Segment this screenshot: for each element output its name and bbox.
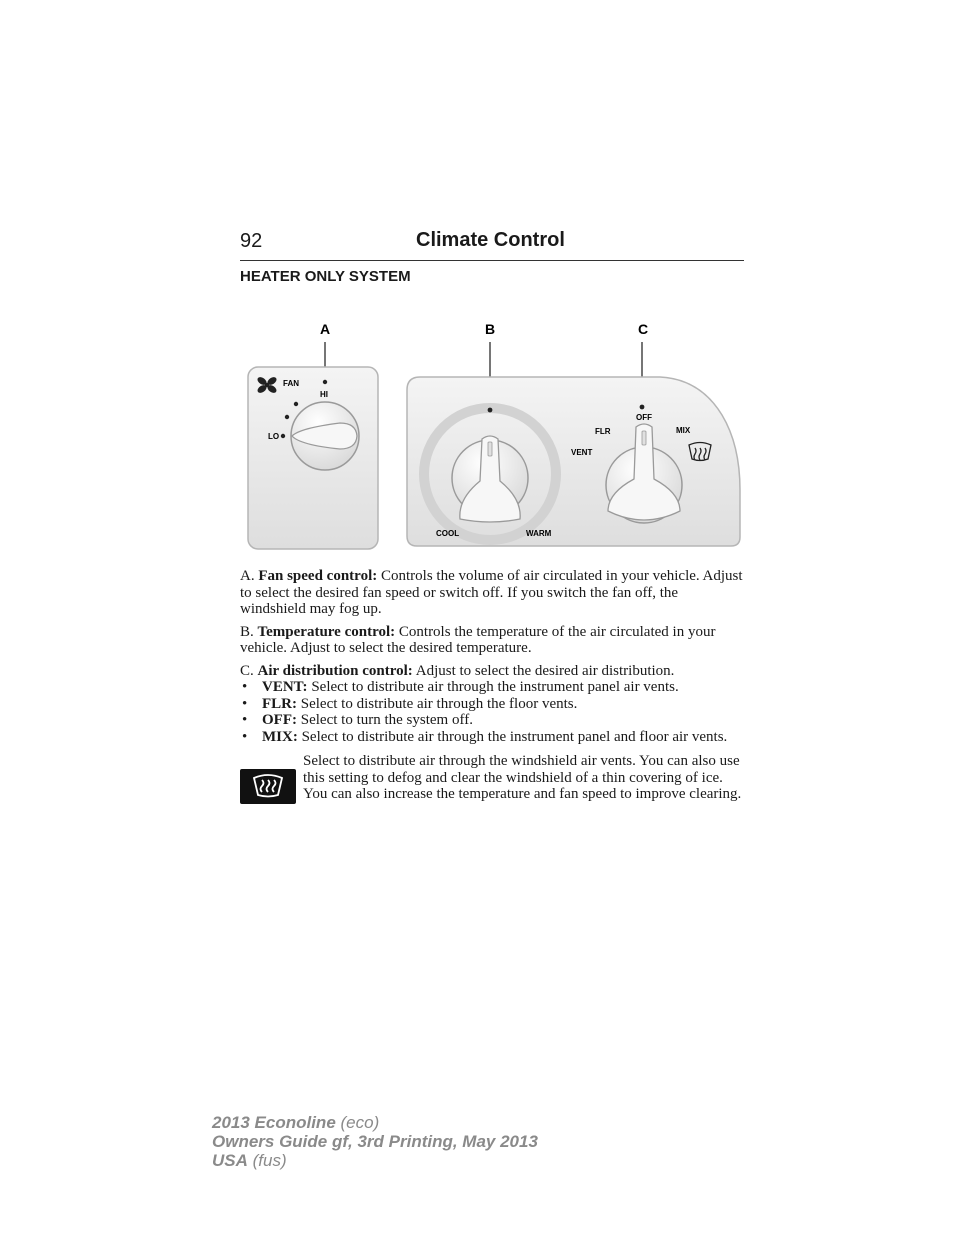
dist-vent-label: VENT [571, 448, 593, 457]
fan-dot-hi [323, 380, 327, 384]
dist-dot-off [640, 405, 645, 410]
temp-cool-label: COOL [436, 529, 460, 538]
defrost-note-text: Select to distribute air through the windshield air vents. You can also use this setting to defog and clear the windshield of a thin covering of ice. You can also increase the temperature and fan speed to improve clearing. [303, 753, 742, 802]
fan-label: FAN [283, 379, 299, 388]
footer-line-1: 2013 Econoline (eco) [212, 1113, 380, 1132]
page-footer [212, 1113, 538, 1170]
fan-lo-label: LO [268, 432, 280, 441]
temp-knob-notch [488, 442, 492, 456]
distribution-list [240, 679, 746, 745]
fan-dot-3 [285, 415, 289, 419]
list-item: • OFF: Select to turn the system off. [240, 712, 746, 729]
item-temperature: B. Temperature control: Controls the temperature of the air circulated in your vehicle. Adjust to select the desired temperature. [240, 623, 716, 656]
fan-hi-label: HI [320, 390, 328, 399]
page-number: 92 [240, 230, 263, 252]
temp-warm-label: WARM [526, 529, 552, 538]
dist-off-label: OFF [636, 413, 652, 422]
dist-flr-label: FLR [595, 427, 611, 436]
dist-mix-label: MIX [676, 426, 691, 435]
chapter-title: Climate Control [416, 229, 565, 251]
heater-controls-figure [240, 315, 744, 560]
fan-dot-lo [281, 434, 285, 438]
callout-b: B [484, 321, 496, 337]
dist-knob-notch [642, 431, 646, 445]
section-title: HEATER ONLY SYSTEM [240, 268, 411, 285]
item-air-distribution: C. Air distribution control: Adjust to select the desired air distribution. [240, 662, 675, 679]
callout-c: C [637, 321, 649, 337]
list-item: • MIX: Select to distribute air through the instrument panel and floor air vents. [240, 729, 746, 746]
windshield-defrost-icon [240, 769, 296, 804]
footer-line-3: USA (fus) [212, 1151, 287, 1170]
body-text [240, 568, 746, 813]
page-header [240, 228, 744, 261]
list-item: • FLR: Select to distribute air through the floor vents. [240, 696, 746, 713]
temp-dot [488, 408, 493, 413]
callout-a: A [319, 321, 331, 337]
item-fan-speed: A. Fan speed control: Controls the volume of air circulated in your vehicle. Adjust to select the desired fan speed or switch off. If you switch the fan off, the windshield may fog up. [240, 568, 743, 617]
defrost-note [240, 753, 746, 813]
list-item: • VENT: Select to distribute air through the instrument panel air vents. [240, 679, 746, 696]
fan-dot-2 [294, 402, 298, 406]
footer-line-2: Owners Guide gf, 3rd Printing, May 2013 [212, 1132, 538, 1151]
